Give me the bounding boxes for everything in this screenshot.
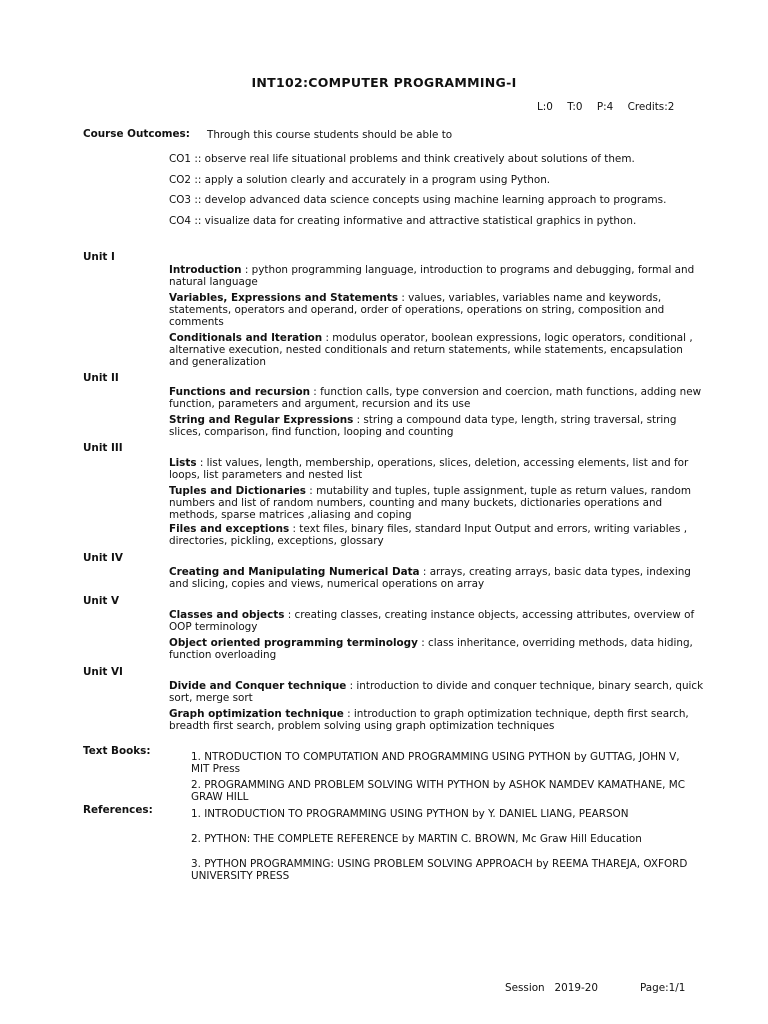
- unit-label: Unit II: [83, 372, 119, 384]
- reference-2: 2. PYTHON: THE COMPLETE REFERENCE by MARTIN C. BROWN, Mc Graw Hill Education: [191, 833, 642, 845]
- topic: Tuples and Dictionaries : mutability and tuples, tuple assignment, tuple as return values, random numbers and list of random numbers, counting and many buckets, dictionaries operations and methods, sparse matrices ,aliasing and coping: [169, 485, 692, 521]
- topic-heading: Files and exceptions: [169, 523, 290, 535]
- text-book-1: 1. NTRODUCTION TO COMPUTATION AND PROGRAMMING USING PYTHON by GUTTAG, JOHN V, MIT Press: [191, 751, 680, 775]
- topic-heading: Classes and objects: [169, 609, 285, 621]
- topic: Introduction : python programming language, introduction to programs and debugging, formal and natural language: [169, 264, 695, 288]
- course-outcome-2: CO2 :: apply a solution clearly and accurately in a program using Python.: [169, 174, 551, 186]
- topic-text: values, variables, variables name and keywords, statements, operators and operand, order of operations, operations on string, composition and comments: [169, 292, 665, 328]
- practical-hours: P:4: [596, 101, 614, 113]
- page-number: Page:1/1: [640, 982, 686, 994]
- course-outcome-1: CO1 :: observe real life situational problems and think creatively about solutions of them.: [169, 153, 635, 165]
- topic-text: modulus operator, boolean expressions, logic operators, conditional , alternative execution, nested conditionals and return statements, while statements, encapsulation and generalization: [169, 332, 693, 368]
- topic-text: text files, binary files, standard Input Output and errors, writing variables , directories, pickling, exceptions, glossary: [169, 523, 688, 547]
- topic-text: mutability and tuples, tuple assignment, tuple as return values, random numbers and list of random numbers, counting and many buckets, dictionaries operations and methods, sparse matrices ,aliasing and coping: [169, 485, 692, 521]
- session-label: Session 2019-20: [505, 982, 598, 994]
- topic-heading: Introduction: [169, 264, 242, 276]
- topic: Functions and recursion : function calls, type conversion and coercion, math functions, adding new function, parameters and argument, recursion and its use: [169, 386, 702, 410]
- text-books-label: Text Books:: [83, 745, 151, 757]
- course-outcomes-intro: Through this course students should be able to: [207, 129, 453, 141]
- topic-text: introduction to graph optimization technique, depth first search, breadth first search, problem solving using graph optimization techniques: [169, 708, 689, 732]
- lecture-hours: L:0: [537, 101, 553, 113]
- topic-text: python programming language, introduction to programs and debugging, formal and natural language: [169, 264, 695, 288]
- credits: Credits:2: [627, 101, 675, 113]
- unit-label: Unit IV: [83, 552, 123, 564]
- topic: Creating and Manipulating Numerical Data : arrays, creating arrays, basic data types, indexing and slicing, copies and views, numerical operations on array: [169, 566, 691, 590]
- topic-text: string a compound data type, length, string traversal, string slices, comparison, find function, looping and counting: [169, 414, 677, 438]
- topic: Files and exceptions : text files, binary files, standard Input Output and errors, writing variables , directories, pickling, exceptions, glossary: [169, 523, 688, 547]
- tutorial-hours: T:0: [567, 101, 583, 113]
- ltp-credits: [537, 101, 683, 113]
- course-outcome-4: CO4 :: visualize data for creating informative and attractive statistical graphics in python.: [169, 215, 637, 227]
- topic: Divide and Conquer technique : introduction to divide and conquer technique, binary search, quick sort, merge sort: [169, 680, 704, 704]
- topic-heading: Graph optimization technique: [169, 708, 344, 720]
- topic: Object oriented programming terminology : class inheritance, overriding methods, data hiding, function overloading: [169, 637, 693, 661]
- course-outcomes-label: Course Outcomes:: [83, 128, 190, 140]
- text-book-2: 2. PROGRAMMING AND PROBLEM SOLVING WITH PYTHON by ASHOK NAMDEV KAMATHANE, MC GRAW HILL: [191, 779, 685, 803]
- topic: String and Regular Expressions : string a compound data type, length, string traversal, string slices, comparison, find function, looping and counting: [169, 414, 677, 438]
- topic: Classes and objects : creating classes, creating instance objects, accessing attributes, overview of OOP terminology: [169, 609, 695, 633]
- topic-text: arrays, creating arrays, basic data types, indexing and slicing, copies and views, numerical operations on array: [169, 566, 691, 590]
- page-title: INT102:COMPUTER PROGRAMMING-I: [251, 75, 517, 90]
- topic-heading: Variables, Expressions and Statements: [169, 292, 399, 304]
- topic-text: creating classes, creating instance objects, accessing attributes, overview of OOP terminology: [169, 609, 695, 633]
- topic-text: class inheritance, overriding methods, data hiding, function overloading: [169, 637, 693, 661]
- unit-label: Unit V: [83, 595, 120, 607]
- reference-1: 1. INTRODUCTION TO PROGRAMMING USING PYTHON by Y. DANIEL LIANG, PEARSON: [191, 808, 629, 820]
- topic-heading: Object oriented programming terminology: [169, 637, 418, 649]
- topic-text: introduction to divide and conquer technique, binary search, quick sort, merge sort: [169, 680, 704, 704]
- references-label: References:: [83, 804, 153, 816]
- unit-label: Unit III: [83, 442, 123, 454]
- unit-label: Unit I: [83, 251, 115, 263]
- topic-heading: Functions and recursion: [169, 386, 310, 398]
- topic-heading: Divide and Conquer technique: [169, 680, 347, 692]
- topic-text: list values, length, membership, operations, slices, deletion, accessing elements, list and for loops, list parameters and nested list: [169, 457, 689, 481]
- course-outcome-3: CO3 :: develop advanced data science concepts using machine learning approach to programs.: [169, 194, 667, 206]
- topic-heading: Conditionals and Iteration: [169, 332, 323, 344]
- topic-heading: Lists: [169, 457, 197, 469]
- reference-3: 3. PYTHON PROGRAMMING: USING PROBLEM SOLVING APPROACH by REEMA THAREJA, OXFORD UNIVERSITY PRESS: [191, 858, 688, 882]
- unit-label: Unit VI: [83, 666, 123, 678]
- topic: Conditionals and Iteration : modulus operator, boolean expressions, logic operators, conditional , alternative execution, nested conditionals and return statements, while statements, encapsulation and generalization: [169, 332, 693, 368]
- topic: Graph optimization technique : introduction to graph optimization technique, depth first search, breadth first search, problem solving using graph optimization techniques: [169, 708, 689, 732]
- topic: Variables, Expressions and Statements : values, variables, variables name and keywords, statements, operators and operand, order of operations, operations on string, composition and comments: [169, 292, 665, 328]
- topic-heading: Creating and Manipulating Numerical Data: [169, 566, 420, 578]
- topic: Lists : list values, length, membership, operations, slices, deletion, accessing elements, list and for loops, list parameters and nested list: [169, 457, 689, 481]
- topic-heading: String and Regular Expressions: [169, 414, 354, 426]
- topic-heading: Tuples and Dictionaries: [169, 485, 306, 497]
- topic-text: function calls, type conversion and coercion, math functions, adding new function, parameters and argument, recursion and its use: [169, 386, 702, 410]
